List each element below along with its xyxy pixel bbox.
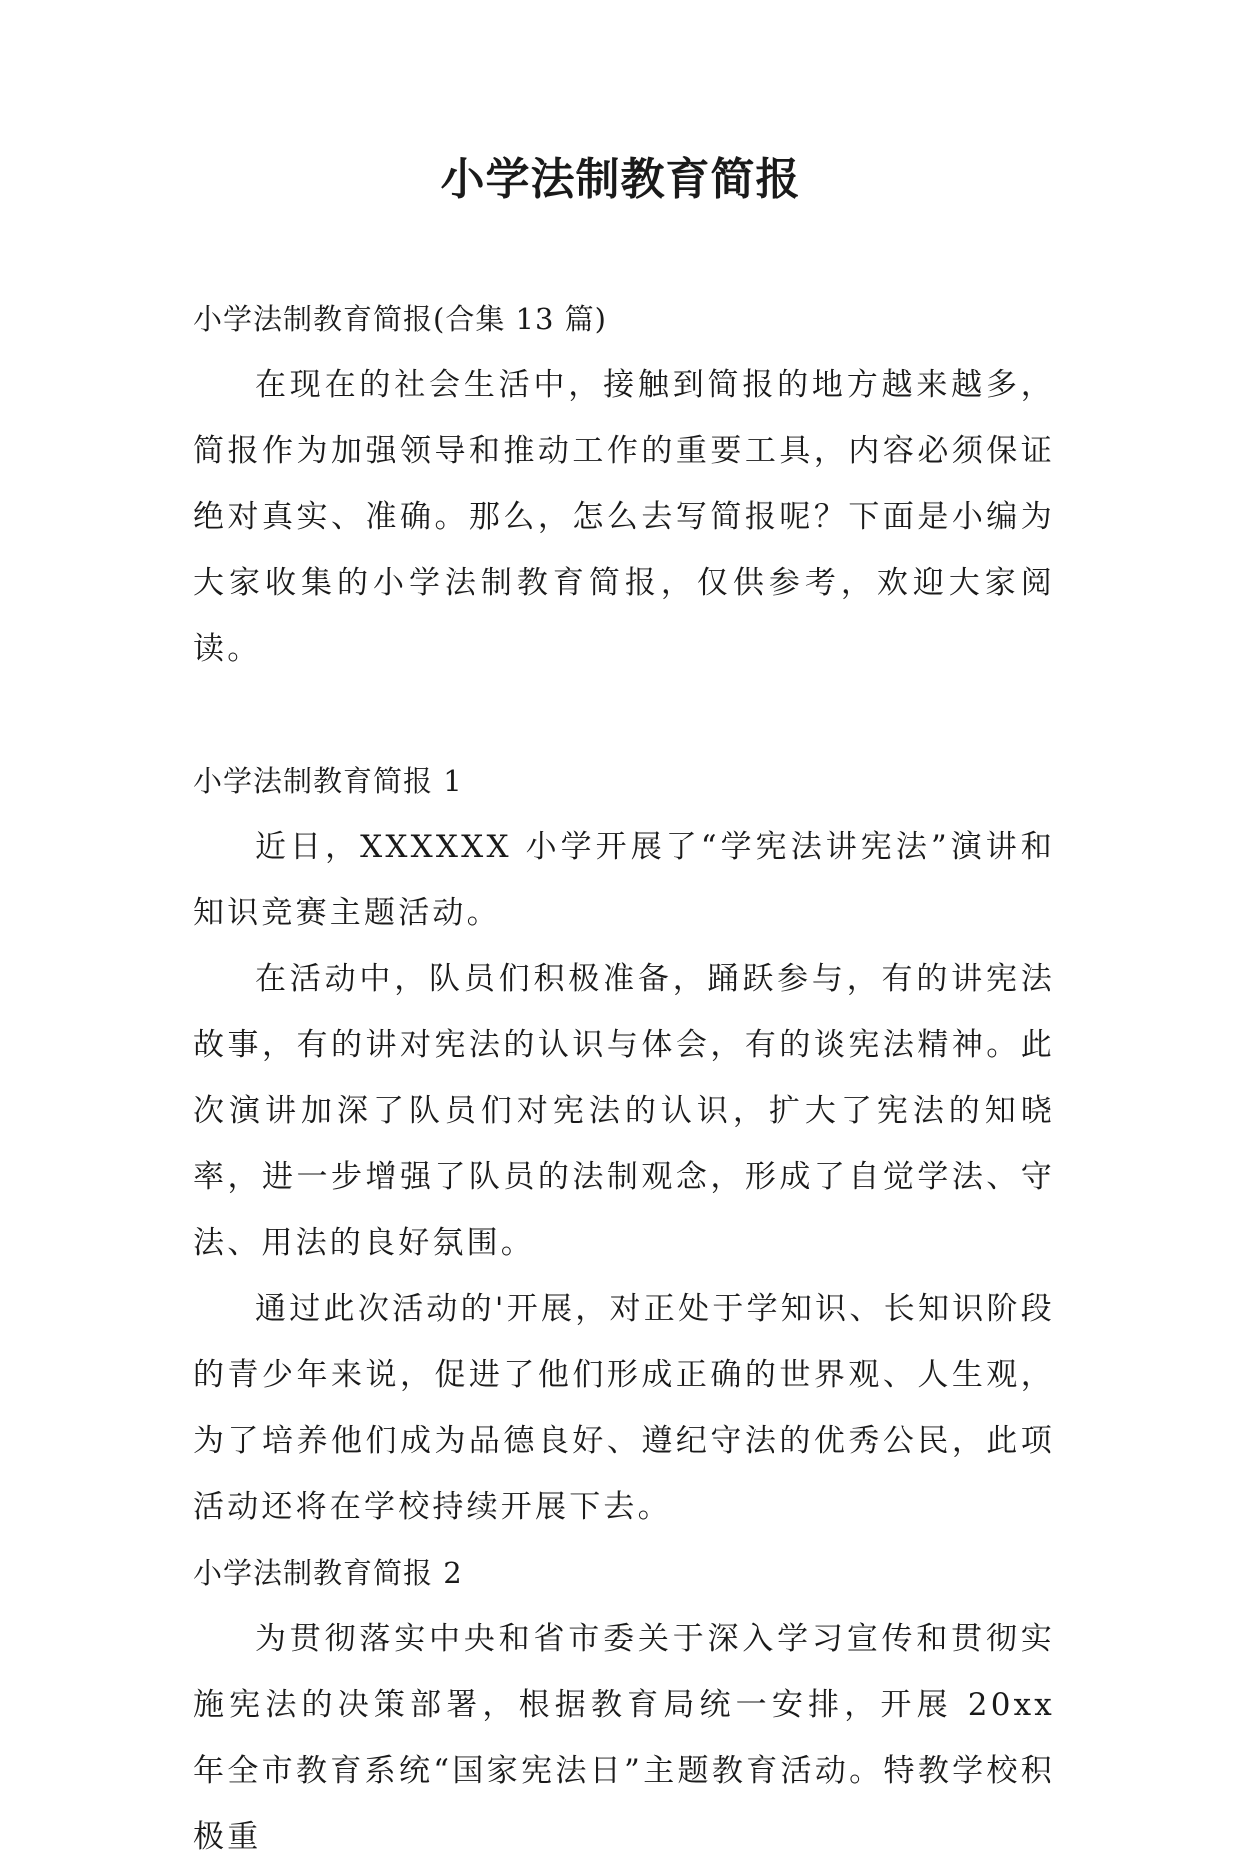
section-paragraph: 近日，XXXXXX 小学开展了“学宪法讲宪法”演讲和知识竞赛主题活动。 bbox=[193, 829, 1055, 931]
section-heading: 小学法制教育简报 1 bbox=[193, 764, 463, 798]
intro-paragraph: 在现在的社会生活中，接触到简报的地方越来越多，简报作为加强领导和推动工作的重要工具，内容必须保证绝对真实、准确。那么，怎么去写简报呢？下面是小编为大家收集的小学法制教育简报，仅供参考，欢迎大家阅读。 bbox=[193, 367, 1055, 667]
section-heading: 小学法制教育简报 2 bbox=[193, 1556, 463, 1590]
spacer bbox=[193, 682, 1055, 748]
document-title: 小学法制教育简报 bbox=[440, 154, 801, 205]
document-body bbox=[193, 286, 1055, 1870]
section-paragraph: 通过此次活动的'开展，对正处于学知识、长知识阶段的青少年来说，促进了他们形成正确的世界观、人生观，为了培养他们成为品德良好、遵纪守法的优秀公民，此项活动还将在学校持续开展下去。 bbox=[193, 1291, 1055, 1525]
section-paragraph: 为贯彻落实中央和省市委关于深入学习宣传和贯彻实施宪法的决策部署，根据教育局统一安排，开展 20xx 年全市教育系统“国家宪法日”主题教育活动。特教学校积极重 bbox=[193, 1621, 1055, 1855]
document-subtitle: 小学法制教育简报(合集 13 篇) bbox=[193, 302, 607, 336]
section-paragraph: 在活动中，队员们积极准备，踊跃参与，有的讲宪法故事，有的讲对宪法的认识与体会，有的谈宪法精神。此次演讲加深了队员们对宪法的认识，扩大了宪法的知晓率，进一步增强了队员的法制观念，形成了自觉学法、守法、用法的良好氛围。 bbox=[193, 961, 1055, 1261]
section-2 bbox=[193, 1540, 1055, 1870]
section-1 bbox=[193, 748, 1055, 1540]
